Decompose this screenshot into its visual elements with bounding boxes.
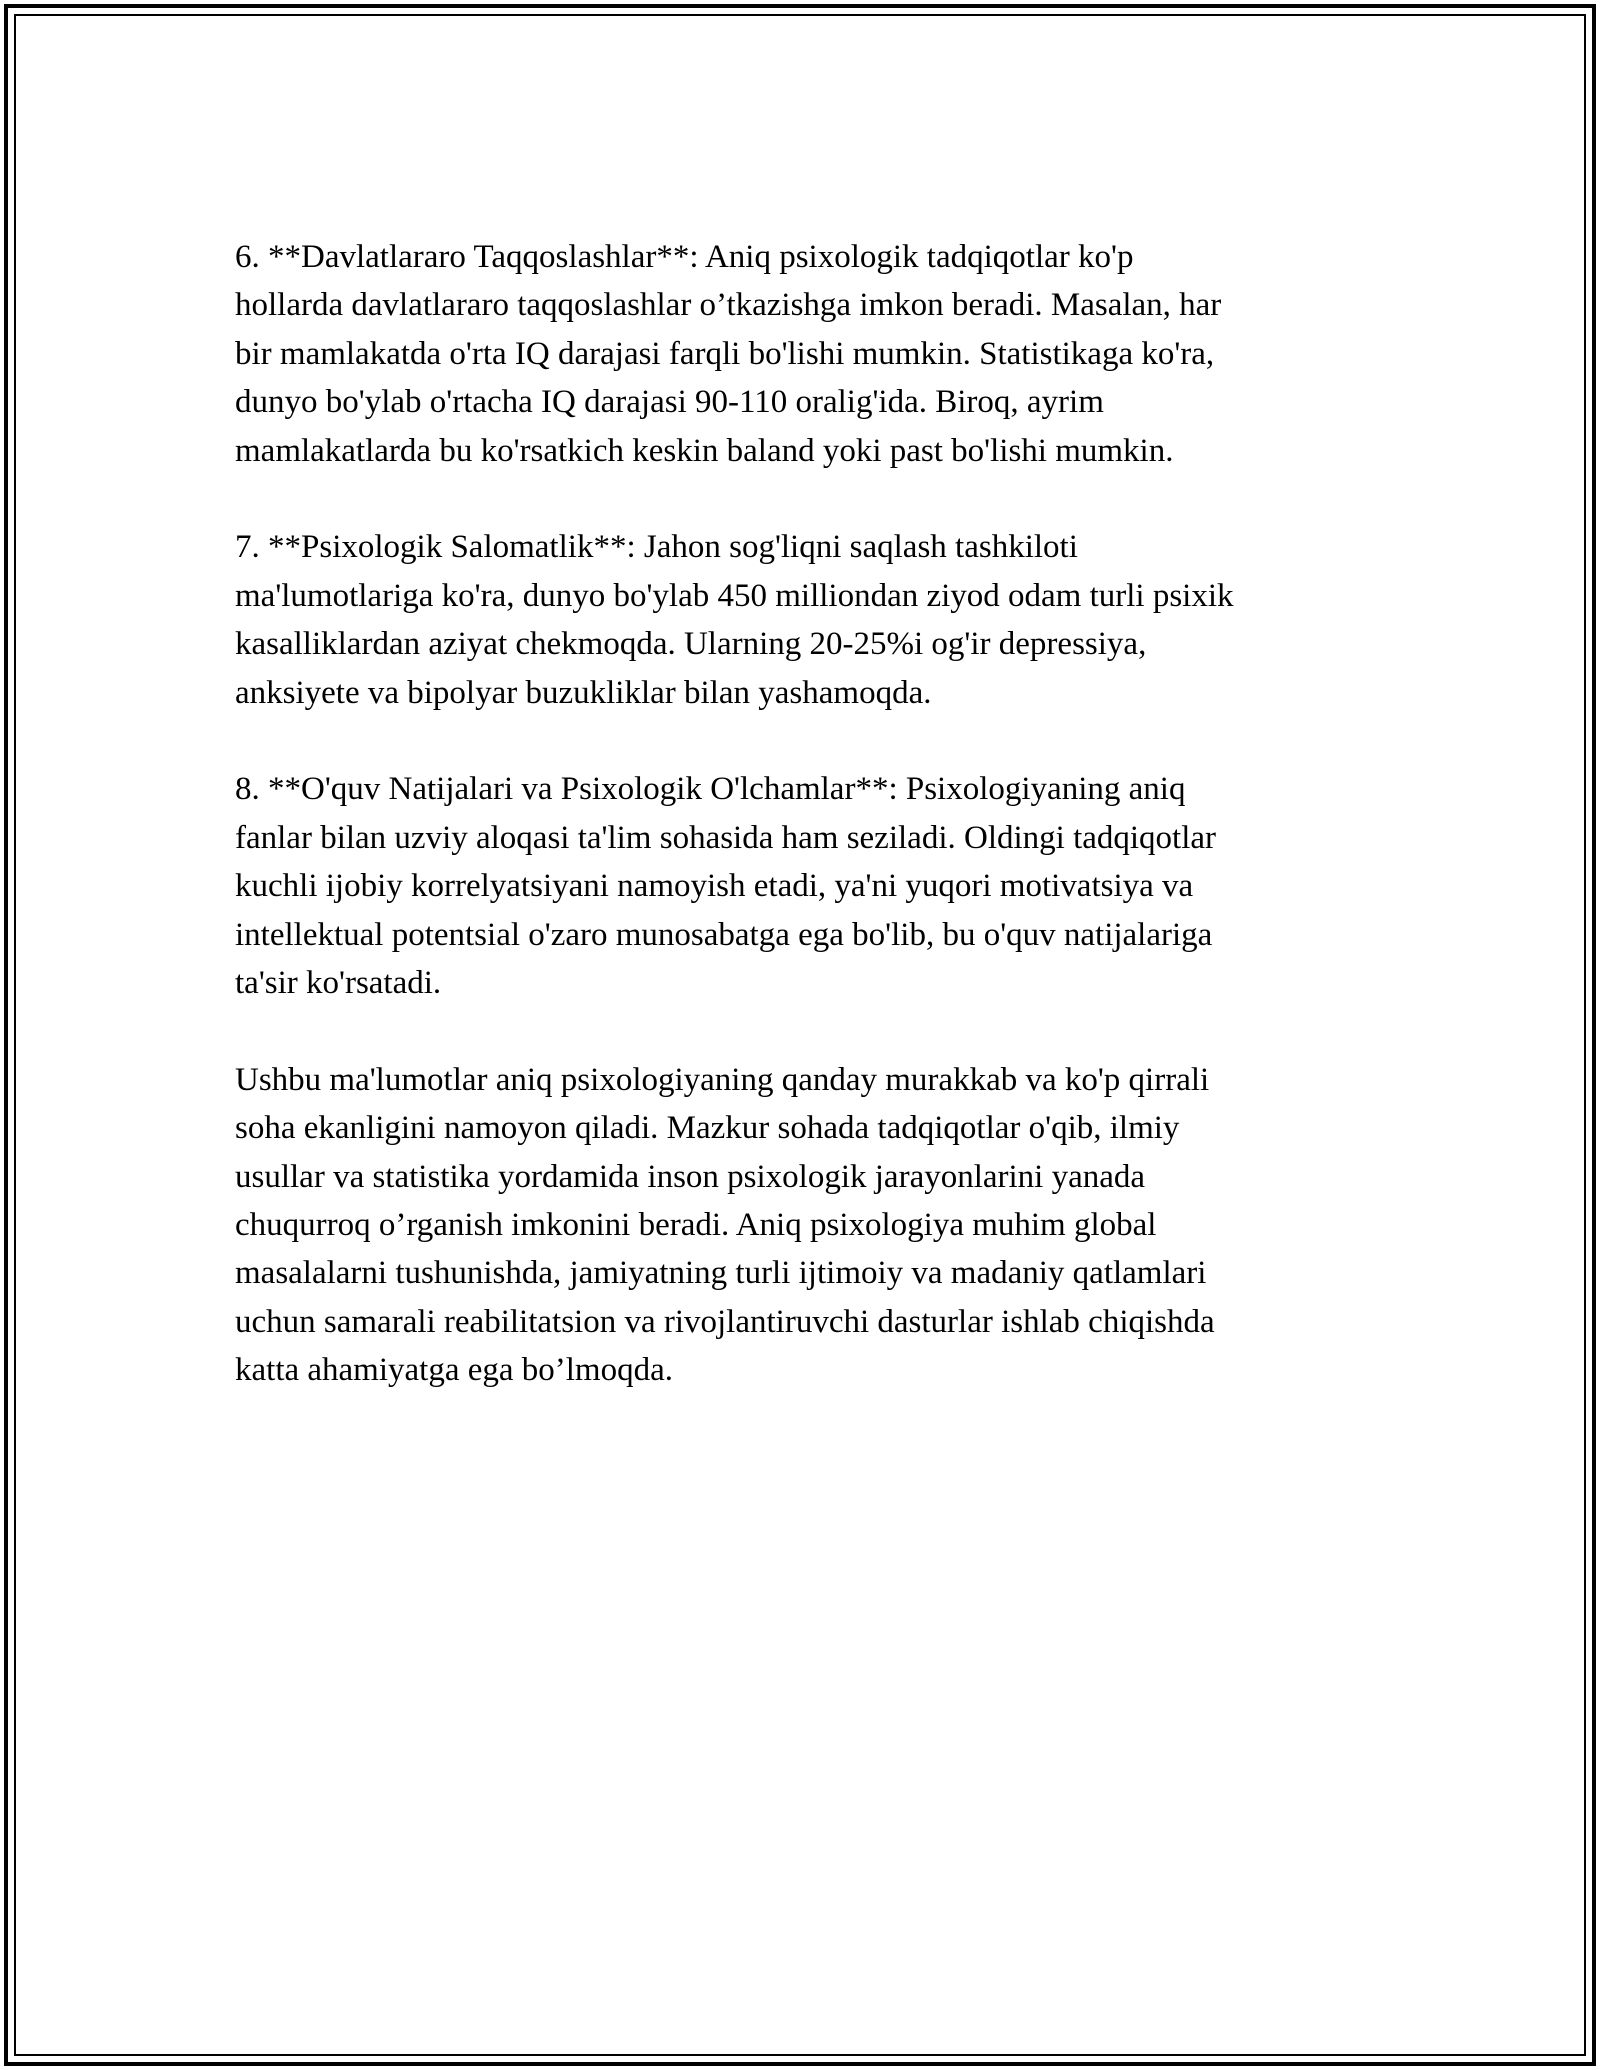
paragraph-conclusion: Ushbu ma'lumotlar aniq psixologiyaning qanday murakkab va ko'p qirrali soha ekanligini namoyon qiladi. Mazkur sohada tadqiqotlar o'qib, ilmiy usullar va statistika yordamida inson psixologik jarayonlarini yanada chuqurroq o’rganish imkonini beradi. Aniq psixologiya muhim global masalalarni tushunishda, jamiyatning turli ijtimoiy va madaniy qatlamlari uchun samarali reabilitatsion va rivojlantiruvchi dasturlar ishlab chiqishda katta ahamiyatga ega bo’lmoqda. [235, 1061, 1215, 1389]
paragraph-7-psychological-health: 7. **Psixologik Salomatlik**: Jahon sog'liqni saqlash tashkiloti ma'lumotlariga ko'ra, dunyo bo'ylab 450 milliondan ziyod odam turli psixik kasalliklardan aziyat chekmoqda. Ularning 20-25%i og'ir depressiya, anksiyete va bipolyar buzukliklar bilan yashamoqda. [235, 529, 1234, 711]
document-body [235, 233, 1365, 1443]
paragraph-6-interstate-comparisons: 6. **Davlatlararo Taqqoslashlar**: Aniq psixologik tadqiqotlar ko'p hollarda davlatlararo taqqoslashlar o’tkazishga imkon beradi. Masalan, har bir mamlakatda o'rta IQ darajasi farqli bo'lishi mumkin. Statistikaga ko'ra, dunyo bo'ylab o'rtacha IQ darajasi 90-110 oralig'ida. Biroq, ayrim mamlakatlarda bu ko'rsatkich keskin baland yoki past bo'lishi mumkin. [235, 239, 1222, 469]
paragraph-8-learning-outcomes: 8. **O'quv Natijalari va Psixologik O'lchamlar**: Psixologiyaning aniq fanlar bilan uzviy aloqasi ta'lim sohasida ham seziladi. Oldingi tadqiqotlar kuchli ijobiy korrelyatsiyani namoyish etadi, ya'ni yuqori motivatsiya va intellektual potentsial o'zaro munosabatga ega bo'lib, bu o'quv natijalariga ta'sir ko'rsatadi. [235, 771, 1217, 1002]
